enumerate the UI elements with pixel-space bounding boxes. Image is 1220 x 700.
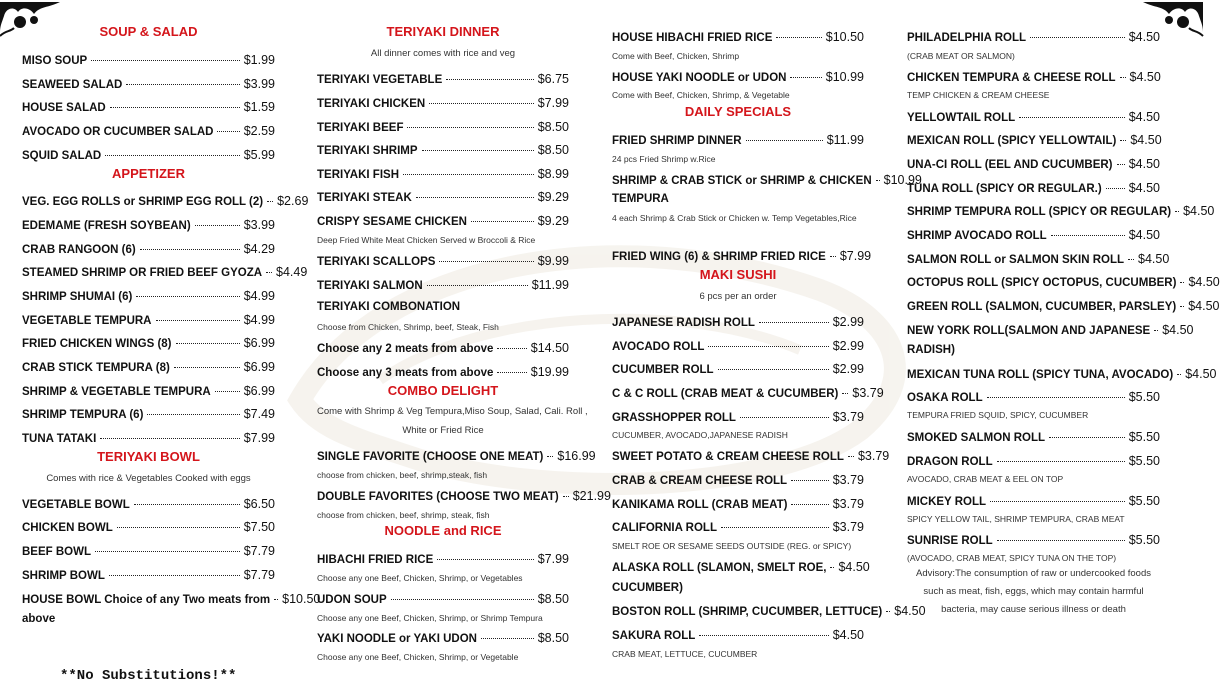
menu-item: Choose any 3 meats from above $19.99	[317, 365, 569, 379]
section-header-teriyaki-bowl: TERIYAKI BOWL	[97, 449, 200, 464]
menu-item-description: SMELT ROE OR SESAME SEEDS OUTSIDE (REG. or SPICY)	[612, 541, 852, 551]
menu-item: HOUSE YAKI NOODLE or UDON $10.99	[612, 70, 864, 84]
menu-item: BOSTON ROLL (SHRIMP, CUCUMBER, LETTUCE) $4.50	[612, 604, 926, 618]
menu-item: UDON SOUP $8.50	[317, 592, 569, 606]
menu-item: STEAMED SHRIMP OR FRIED BEEF GYOZA $4.49	[22, 265, 308, 279]
menu-item-description: Choose any one Beef, Chicken, Shrimp, or Vegetable	[317, 652, 519, 662]
menu-item: MEXICAN TUNA ROLL (SPICY TUNA, AVOCADO) $4.50	[907, 367, 1217, 381]
section-header-combo-delight: COMBO DELIGHT	[387, 383, 499, 398]
menu-item-description: Come with Beef, Chicken, Shrimp, & Vegetable	[612, 90, 790, 100]
menu-item: FRIED WING (6) & SHRIMP FRIED RICE $7.99	[612, 249, 872, 263]
menu-item: KANIKAMA ROLL (CRAB MEAT) $3.79	[612, 497, 864, 511]
menu-item: VEGETABLE BOWL $6.50	[22, 497, 275, 511]
menu-item: AVOCADO ROLL $2.99	[612, 339, 864, 353]
menu-item: MISO SOUP $1.99	[22, 53, 275, 67]
menu-item: SHRIMP BOWL $7.79	[22, 568, 275, 582]
menu-item-description: SPICY YELLOW TAIL, SHRIMP TEMPURA, CRAB MEAT	[907, 514, 1125, 524]
menu-item-description: choose from chicken, beef, shrimp, steak, fish	[317, 510, 490, 520]
menu-item: EDEMAME (FRESH SOYBEAN) $3.99	[22, 218, 275, 232]
section-header-appetizer: APPETIZER	[112, 166, 185, 181]
menu-item: OSAKA ROLL $5.50	[907, 390, 1160, 404]
menu-item: SHRIMP & VEGETABLE TEMPURA $6.99	[22, 384, 275, 398]
menu-item: VEGETABLE TEMPURA $4.99	[22, 313, 275, 327]
menu-item: CUCUMBER ROLL $2.99	[612, 362, 864, 376]
menu-item: C & C ROLL (CRAB MEAT & CUCUMBER) $3.79	[612, 386, 884, 400]
menu-item-description: Come with Beef, Chicken, Shrimp	[612, 51, 740, 61]
section-header-teriyaki-dinner: TERIYAKI DINNER	[386, 24, 500, 39]
menu-item: TERIYAKI SHRIMP $8.50	[317, 143, 569, 157]
menu-item: OCTOPUS ROLL (SPICY OCTOPUS, CUCUMBER) $4.50	[907, 275, 1220, 289]
menu-item: UNA-CI ROLL (EEL AND CUCUMBER) $4.50	[907, 157, 1160, 171]
menu-item-description: (CRAB MEAT OR SALMON)	[907, 51, 1015, 61]
menu-item: SWEET POTATO & CREAM CHEESE ROLL $3.79	[612, 449, 890, 463]
menu-item: SAKURA ROLL $4.50	[612, 628, 864, 642]
menu-item: TUNA TATAKI $7.99	[22, 431, 275, 445]
menu-item: AVOCADO OR CUCUMBER SALAD $2.59	[22, 124, 275, 138]
menu-item: SQUID SALAD $5.99	[22, 148, 275, 162]
menu-item: CRISPY SESAME CHICKEN $9.29	[317, 214, 569, 228]
menu-item: CALIFORNIA ROLL $3.79	[612, 520, 864, 534]
menu-item-description: choose from chicken, beef, shrimp,steak, fish	[317, 470, 488, 480]
menu-item: TERIYAKI FISH $8.99	[317, 167, 569, 181]
menu-item: MEXICAN ROLL (SPICY YELLOWTAIL) $4.50	[907, 133, 1162, 147]
menu-item-description: 4 each Shrimp & Crab Stick or Chicken w. Temp Vegetables,Rice	[612, 213, 857, 223]
menu-item: CRAB & CREAM CHEESE ROLL $3.79	[612, 473, 864, 487]
menu-item: HOUSE BOWL Choice of any Two meats from $10.50	[22, 592, 321, 606]
menu-item: PHILADELPHIA ROLL $4.50	[907, 30, 1160, 44]
menu-item: YAKI NOODLE or YAKI UDON $8.50	[317, 631, 569, 645]
section-header-maki-sushi: MAKI SUSHI	[699, 267, 777, 282]
menu-item: VEG. EGG ROLLS or SHRIMP EGG ROLL (2) $2.69	[22, 194, 309, 208]
menu-item-description: Choose any one Beef, Chicken, Shrimp, or Vegetables	[317, 573, 523, 583]
menu-item-continuation: RADISH)	[907, 344, 955, 356]
menu-item: SHRIMP & CRAB STICK or SHRIMP & CHICKEN $10.99	[612, 173, 922, 187]
menu-item: TUNA ROLL (SPICY OR REGULAR.) $4.50	[907, 181, 1160, 195]
menu-item: FRIED CHICKEN WINGS (8) $6.99	[22, 336, 275, 350]
menu-item: TERIYAKI BEEF $8.50	[317, 120, 569, 134]
no-substitutions-note: **No Substitutions!**	[60, 668, 237, 684]
menu-item: CRAB RANGOON (6) $4.29	[22, 242, 275, 256]
menu-item: SINGLE FAVORITE (CHOOSE ONE MEAT) $16.99	[317, 449, 596, 463]
menu-item-description: 24 pcs Fried Shrimp w.Rice	[612, 154, 716, 164]
menu-item: SHRIMP SHUMAI (6) $4.99	[22, 289, 275, 303]
menu-item-description: TEMP CHICKEN & CREAM CHEESE	[907, 90, 1050, 100]
section-header-noodle-rice: NOODLE and RICE	[384, 523, 502, 538]
menu-item-continuation: CUCUMBER)	[612, 582, 683, 594]
menu-item-description: TEMPURA FRIED SQUID, SPICY, CUCUMBER	[907, 410, 1089, 420]
menu-item-description: Choose from Chicken, Shrimp, beef, Steak, Fish	[317, 322, 499, 332]
menu-item: CHICKEN TEMPURA & CHEESE ROLL $4.50	[907, 70, 1161, 84]
menu-item: TERIYAKI VEGETABLE $6.75	[317, 72, 569, 86]
menu-item-description: (AVOCADO, CRAB MEAT, SPICY TUNA ON THE TOP)	[907, 553, 1117, 563]
menu-item: HIBACHI FRIED RICE $7.99	[317, 552, 569, 566]
menu-item-continuation: TEMPURA	[612, 193, 669, 205]
menu-item: JAPANESE RADISH ROLL $2.99	[612, 315, 864, 329]
menu-item-description: AVOCADO, CRAB MEAT & EEL ON TOP	[907, 474, 1064, 484]
section-header-daily-specials: DAILY SPECIALS	[684, 104, 792, 119]
menu-item: FRIED SHRIMP DINNER $11.99	[612, 133, 864, 147]
menu-item: TERIYAKI SCALLOPS $9.99	[317, 254, 569, 268]
menu-item: MICKEY ROLL $5.50	[907, 494, 1160, 508]
menu-item-description: CUCUMBER, AVOCADO,JAPANESE RADISH	[612, 430, 788, 440]
menu-item: Choose any 2 meats from above $14.50	[317, 341, 569, 355]
menu-item-continuation: above	[22, 613, 56, 625]
menu-item: BEEF BOWL $7.79	[22, 544, 275, 558]
menu-item: YELLOWTAIL ROLL $4.50	[907, 110, 1160, 124]
section-note: White or Fried Rice	[402, 425, 484, 436]
menu-item: SALMON ROLL or SALMON SKIN ROLL $4.50	[907, 252, 1170, 266]
menu-item: CRAB STICK TEMPURA (8) $6.99	[22, 360, 275, 374]
menu-item: HOUSE HIBACHI FRIED RICE $10.50	[612, 30, 864, 44]
section-note: Comes with rice & Vegetables Cooked with eggs	[46, 473, 251, 484]
menu-item-combonation: TERIYAKI COMBONATION	[317, 301, 461, 313]
food-advisory: Advisory:The consumption of raw or undercooked foods such as meat, fish, eggs, which may contain harmful bacteria, may cause serious illness or death	[916, 568, 1151, 615]
menu-item: SEAWEED SALAD $3.99	[22, 77, 275, 91]
menu-item: SHRIMP AVOCADO ROLL $4.50	[907, 228, 1160, 242]
menu-item: SUNRISE ROLL $5.50	[907, 533, 1160, 547]
menu-item: CHICKEN BOWL $7.50	[22, 520, 275, 534]
section-note: Come with Shrimp & Veg Tempura,Miso Soup, Salad, Cali. Roll ,	[317, 406, 588, 417]
menu-item: DOUBLE FAVORITES (CHOOSE TWO MEAT) $21.99	[317, 489, 611, 503]
menu-item: DRAGON ROLL $5.50	[907, 454, 1160, 468]
menu-item: SHRIMP TEMPURA (6) $7.49	[22, 407, 275, 421]
menu-item: GREEN ROLL (SALMON, CUCUMBER, PARSLEY) $4.50	[907, 299, 1220, 313]
menu-item: SMOKED SALMON ROLL $5.50	[907, 430, 1160, 444]
menu-item: NEW YORK ROLL(SALMON AND JAPANESE $4.50	[907, 323, 1194, 337]
menu-item-description: CRAB MEAT, LETTUCE, CUCUMBER	[612, 649, 758, 659]
menu-item: TERIYAKI SALMON $11.99	[317, 278, 569, 292]
menu-item: TERIYAKI CHICKEN $7.99	[317, 96, 569, 110]
menu-item: SHRIMP TEMPURA ROLL (SPICY OR REGULAR) $4.50	[907, 204, 1215, 218]
menu-item: GRASSHOPPER ROLL $3.79	[612, 410, 864, 424]
section-note: 6 pcs per an order	[699, 291, 777, 302]
section-header-soup-salad: SOUP & SALAD	[99, 24, 198, 39]
menu-item: ALASKA ROLL (SLAMON, SMELT ROE, $4.50	[612, 560, 870, 574]
menu-item: HOUSE SALAD $1.59	[22, 100, 275, 114]
menu-item-description: Choose any one Beef, Chicken, Shrimp, or Shrimp Tempura	[317, 613, 543, 623]
section-note: All dinner comes with rice and veg	[370, 48, 516, 59]
menu-item: TERIYAKI STEAK $9.29	[317, 190, 569, 204]
menu-item-description: Deep Fried White Meat Chicken Served w Broccoli & Rice	[317, 235, 536, 245]
